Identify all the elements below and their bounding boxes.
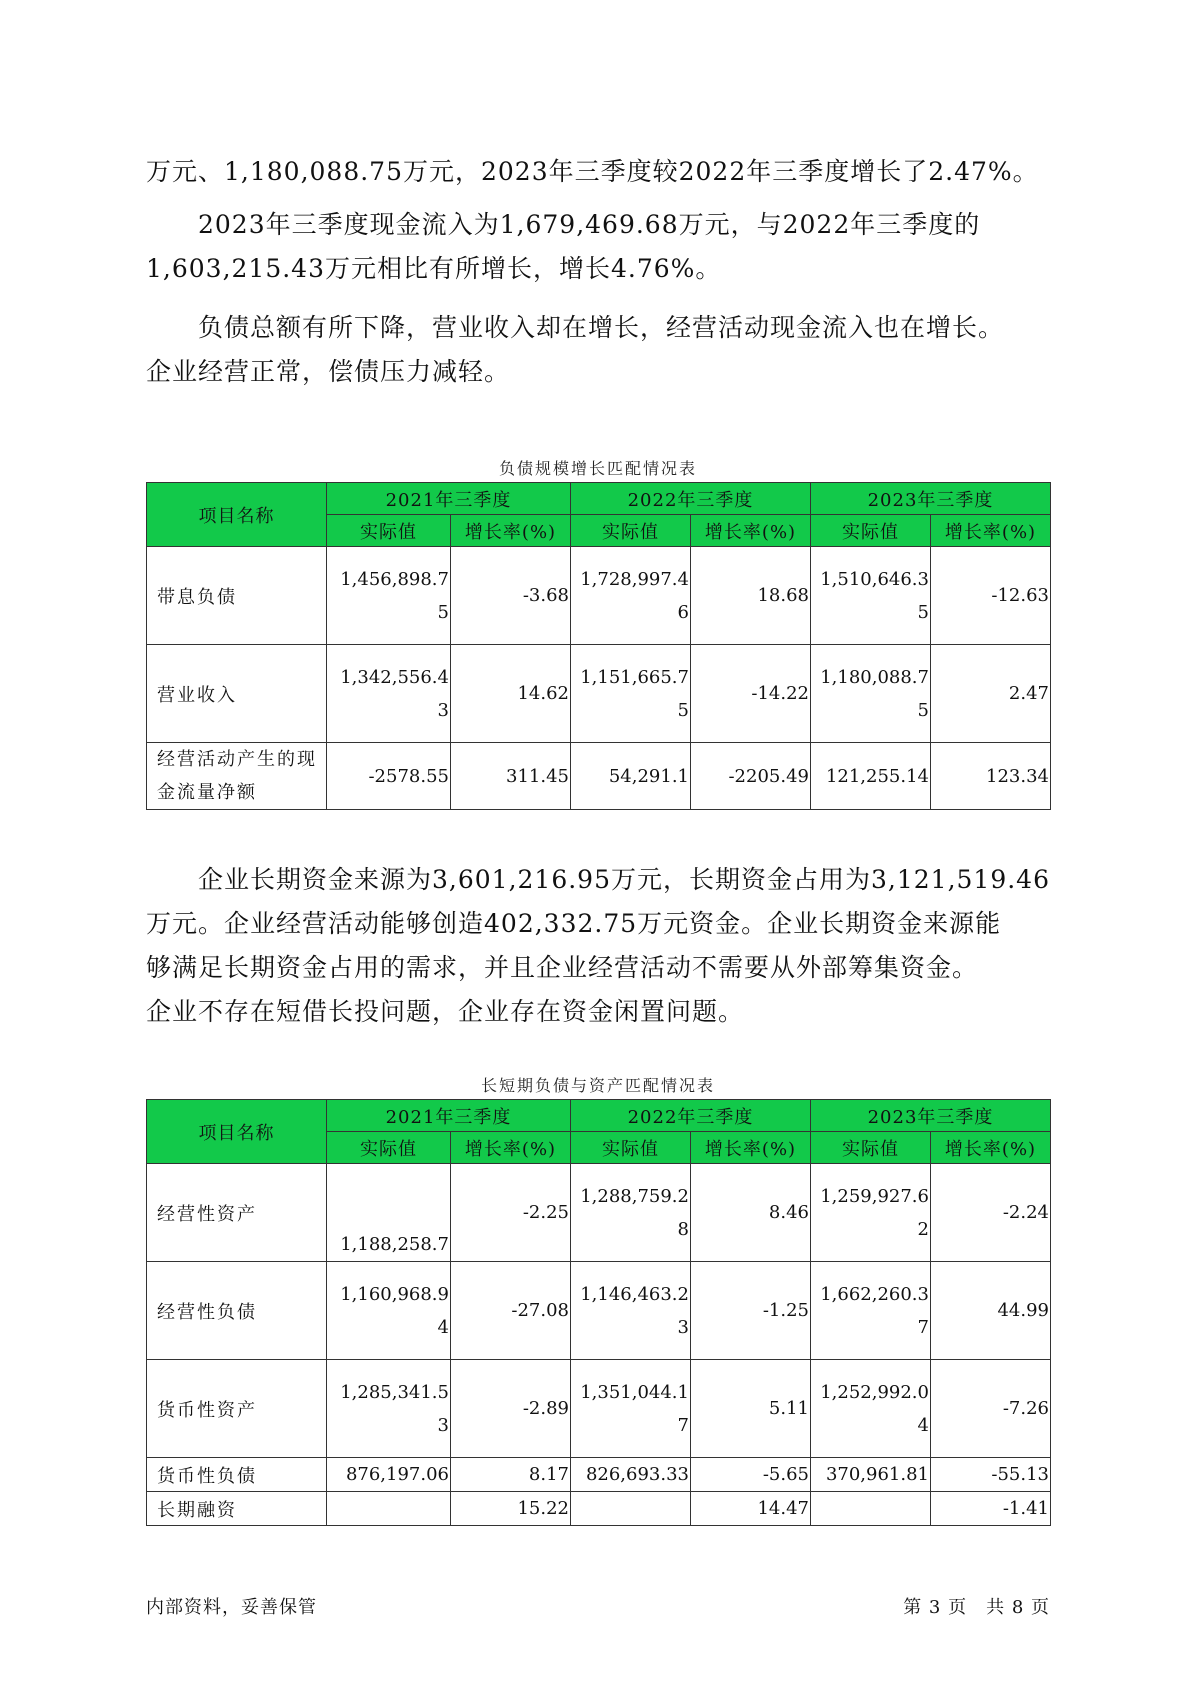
table-row [147, 743, 1051, 810]
header-period: 2021年三季度 [327, 1100, 571, 1132]
cell-value: 1,252,992.04 [811, 1360, 931, 1458]
paragraph-line: 够满足长期资金占用的需求，并且企业经营活动不需要从外部筹集资金。 [146, 953, 979, 982]
paragraph-line: 2023年三季度现金流入为1,679,469.68万元，与2022年三季度的 [146, 210, 981, 239]
cell-value: 1,285,341.53 [327, 1360, 451, 1458]
cell-value: -2.24 [931, 1164, 1051, 1262]
subheader-actual: 实际值 [327, 1132, 451, 1164]
paragraph-line: 负债总额有所下降，营业收入却在增长，经营活动现金流入也在增长。 [146, 313, 1005, 342]
paragraph-line: 企业长期资金来源为3,601,216.95万元，长期资金占用为3,121,519.46 [146, 865, 1050, 894]
subheader-growth: 增长率(%) [451, 515, 571, 547]
cell-value: 1,728,997.46 [571, 547, 691, 645]
table-row [147, 547, 1051, 645]
table-row [147, 645, 1051, 743]
cell-value [327, 1492, 451, 1526]
cell-value: 826,693.33 [571, 1458, 691, 1492]
footer-page-number: 第 3 页 共 8 页 [903, 1597, 1050, 1618]
cell-value: 1,180,088.75 [811, 645, 931, 743]
cell-value: 8.46 [691, 1164, 811, 1262]
subheader-growth: 增长率(%) [691, 1132, 811, 1164]
cell-value: 1,351,044.17 [571, 1360, 691, 1458]
cell-value: -2205.49 [691, 743, 811, 810]
subheader-growth: 增长率(%) [931, 1132, 1051, 1164]
cell-value [571, 1492, 691, 1526]
cell-value: 1,510,646.35 [811, 547, 931, 645]
cell-value: 121,255.14 [811, 743, 931, 810]
subheader-growth: 增长率(%) [931, 515, 1051, 547]
paragraph-line: 企业不存在短借长投问题，企业存在资金闲置问题。 [146, 997, 745, 1026]
paragraph-line: 万元。企业经营活动能够创造402,332.75万元资金。企业长期资金来源能 [146, 909, 1002, 938]
table-row [147, 1164, 1051, 1262]
header-period: 2023年三季度 [811, 483, 1051, 515]
cell-value: 1,342,556.43 [327, 645, 451, 743]
debt-growth-table [146, 482, 1051, 810]
header-item-name: 项目名称 [147, 1100, 327, 1164]
paragraph-3 [146, 306, 1046, 394]
cell-value: 15.22 [451, 1492, 571, 1526]
cell-value: 1,662,260.37 [811, 1262, 931, 1360]
cell-value: 1,151,665.75 [571, 645, 691, 743]
cell-value [811, 1492, 931, 1526]
table-row [147, 1262, 1051, 1360]
table1-caption: 负债规模增长匹配情况表 [498, 459, 697, 478]
cell-value: -2.25 [451, 1164, 571, 1262]
cell-value: -12.63 [931, 547, 1051, 645]
subheader-actual: 实际值 [327, 515, 451, 547]
paragraph-line: 1,603,215.43万元相比有所增长，增长4.76%。 [146, 254, 722, 283]
cell-value: 14.47 [691, 1492, 811, 1526]
cell-value: 14.62 [451, 645, 571, 743]
cell-value: -3.68 [451, 547, 571, 645]
cell-value: 1,160,968.94 [327, 1262, 451, 1360]
cell-value: -2578.55 [327, 743, 451, 810]
header-period: 2022年三季度 [571, 1100, 811, 1132]
asset-liability-table [146, 1099, 1051, 1526]
cell-value: 1,146,463.23 [571, 1262, 691, 1360]
subheader-actual: 实际值 [571, 515, 691, 547]
cell-value: -2.89 [451, 1360, 571, 1458]
cell-value: -27.08 [451, 1262, 571, 1360]
subheader-actual: 实际值 [811, 1132, 931, 1164]
cell-value: -14.22 [691, 645, 811, 743]
row-name: 带息负债 [147, 547, 327, 645]
paragraph-line: 企业经营正常，偿债压力减轻。 [146, 357, 511, 386]
cell-value: 18.68 [691, 547, 811, 645]
cell-value: 1,259,927.62 [811, 1164, 931, 1262]
row-name: 货币性负债 [147, 1458, 327, 1492]
header-item-name: 项目名称 [147, 483, 327, 547]
row-name: 经营性资产 [147, 1164, 327, 1262]
cell-value: 54,291.1 [571, 743, 691, 810]
cell-value: 8.17 [451, 1458, 571, 1492]
row-name: 经营活动产生的现金流量净额 [147, 743, 327, 810]
cell-value: 1,456,898.75 [327, 547, 451, 645]
table-row [147, 1458, 1051, 1492]
row-name: 营业收入 [147, 645, 327, 743]
cell-value: 2.47 [931, 645, 1051, 743]
paragraph-2 [146, 203, 1046, 291]
table-row [147, 1492, 1051, 1526]
cell-value: 370,961.81 [811, 1458, 931, 1492]
cell-value: -7.26 [931, 1360, 1051, 1458]
paragraph-4 [146, 858, 1050, 1034]
cell-value: 5.11 [691, 1360, 811, 1458]
paragraph-1 [146, 150, 1046, 194]
table-row [147, 1360, 1051, 1458]
header-period: 2021年三季度 [327, 483, 571, 515]
cell-value: 311.45 [451, 743, 571, 810]
subheader-growth: 增长率(%) [691, 515, 811, 547]
footer-confidential-note: 内部资料，妥善保管 [146, 1597, 317, 1618]
cell-value: -5.65 [691, 1458, 811, 1492]
subheader-actual: 实际值 [571, 1132, 691, 1164]
cell-value: -1.41 [931, 1492, 1051, 1526]
cell-value: 123.34 [931, 743, 1051, 810]
cell-value: 876,197.06 [327, 1458, 451, 1492]
paragraph-line: 万元、1,180,088.75万元，2023年三季度较2022年三季度增长了2.47%。 [146, 157, 1039, 186]
cell-value: -1.25 [691, 1262, 811, 1360]
row-name: 经营性负债 [147, 1262, 327, 1360]
subheader-growth: 增长率(%) [451, 1132, 571, 1164]
table2-caption: 长短期负债与资产匹配情况表 [480, 1076, 715, 1095]
row-name: 长期融资 [147, 1492, 327, 1526]
row-name: 货币性资产 [147, 1360, 327, 1458]
header-period: 2023年三季度 [811, 1100, 1051, 1132]
subheader-actual: 实际值 [811, 515, 931, 547]
cell-value: 1,288,759.28 [571, 1164, 691, 1262]
cell-value: 1,188,258.7 [327, 1164, 451, 1262]
header-period: 2022年三季度 [571, 483, 811, 515]
cell-value: 44.99 [931, 1262, 1051, 1360]
cell-value: -55.13 [931, 1458, 1051, 1492]
